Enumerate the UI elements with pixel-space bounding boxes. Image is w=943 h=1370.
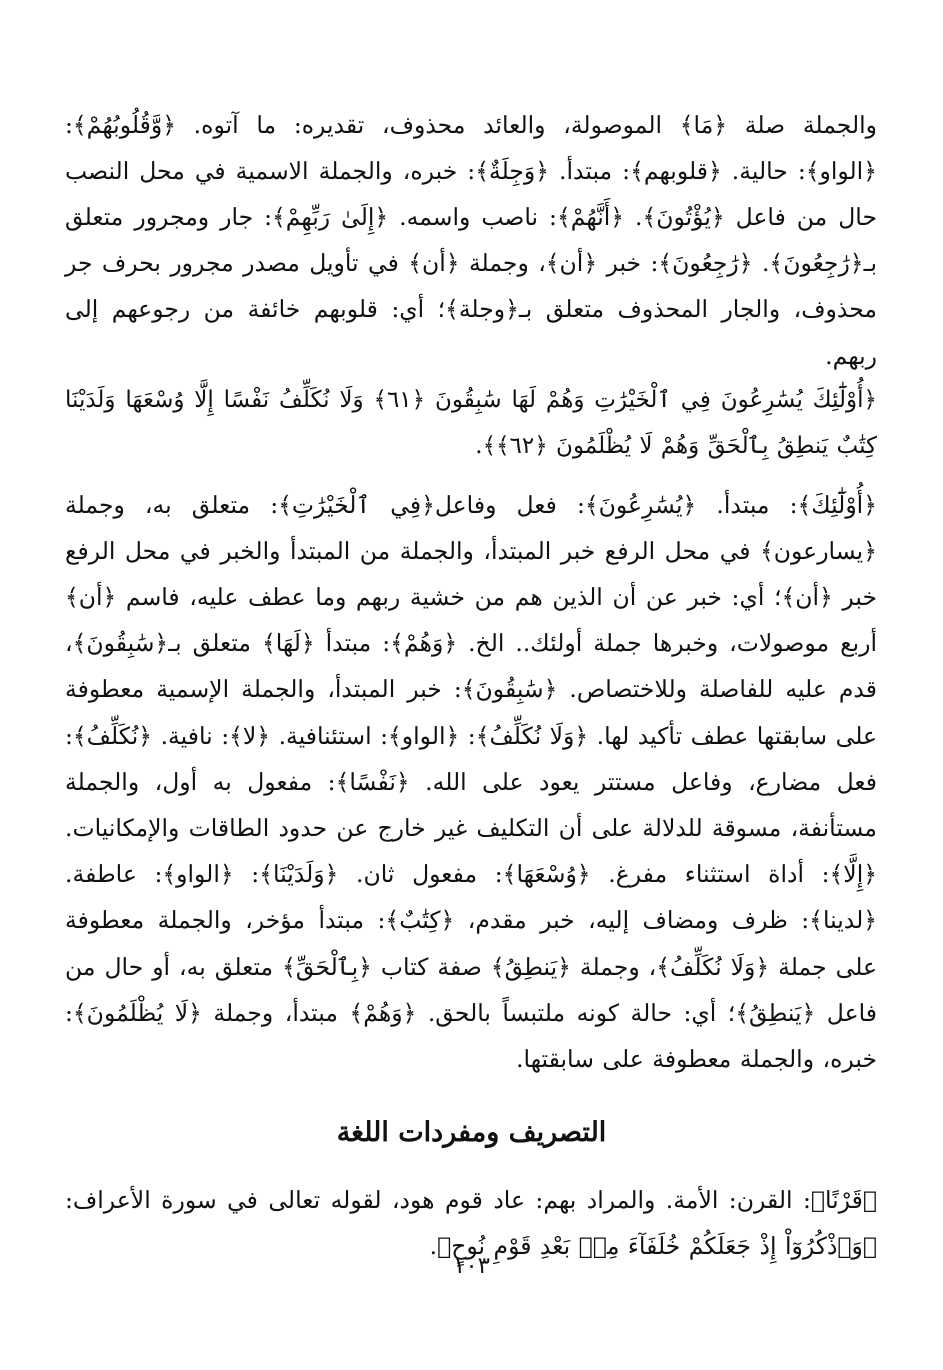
grammar-paragraph: والجملة صلة ﴿مَا﴾ الموصولة، والعائد محذوف، تقديره: ما آتوه. ﴿وَّقُلُوبُهُمْ﴾: ﴿الواو﴾: حالية. ﴿قلوبهم﴾: مبتدأ. ﴿وَجِلَةٌ﴾: خبره، والجملة الاسمية في محل النصب حال من فاعل ﴿يُؤْتُونَ﴾. ﴿أَنَّهُمْ﴾: ناصب واسمه. ﴿إِلَىٰ رَبِّهِمْ﴾: جار ومجرور متعلق بـ﴿رَٰجِعُونَ﴾. ﴿رَٰجِعُونَ﴾: خبر ﴿أن﴾، وجملة ﴿أن﴾ في تأويل مصدر مجرور بحرف جر محذوف، والجار المحذوف متعلق بـ﴿وجلة﴾؛ أي: قلوبهم خائفة من رجوعهم إلى ربهم. [65, 110, 877, 370]
section-heading: التصريف ومفردات اللغة [336, 1117, 607, 1149]
page-number: ١٠٣ [452, 1253, 491, 1279]
quran-verse-paragraph: ﴿أُوْلَٰٓئِكَ يُسَٰرِعُونَ فِي ٱلْخَيْرَٰتِ وَهُمْ لَهَا سَٰبِقُونَ ﴿٦١﴾ وَلَا نُكَلِّفُ نَفْسًا إِلَّا وُسْعَهَا وَلَدَيْنَا كِتَٰبٌ يَنطِقُ بِٱلْحَقِّ وَهُمْ لَا يُظْلَمُونَ ﴿٦٢﴾﴾. [65, 387, 877, 460]
vocabulary-paragraph: ﴿قَرْنًا﴾: القرن: الأمة. والمراد بهم: عاد قوم هود، لقوله تعالى في سورة الأعراف: ﴿وَٱذْكُرُوٓاْ إِذْ جَعَلَكُمْ خُلَفَآءَ مِنۢ بَعْدِ قَوْمِ نُوحٍ﴾. [65, 1185, 877, 1260]
grammar-paragraph: ﴿أُوْلَٰٓئِكَ﴾: مبتدأ. ﴿يُسَٰرِعُونَ﴾: فعل وفاعل﴿فِي ٱلْخَيْرَٰتِ﴾: متعلق به، وجملة ﴿يسارعون﴾ في محل الرفع خبر المبتدأ، والجملة من المبتدأ والخبر في محل الرفع خبر ﴿أن﴾؛ أي: خبر عن أن الذين هم من خشية ربهم وما عطف عليه، فاسم ﴿أن﴾ أربع موصولات، وخبرها جملة أولئك.. الخ. ﴿وَهُمْ﴾: مبتدأ ﴿لَهَا﴾ متعلق بـ﴿سَٰبِقُونَ﴾، قدم عليه للفاصلة وللاختصاص. ﴿سَٰبِقُونَ﴾: خبر المبتدأ، والجملة الإسمية معطوفة على سابقتها عطف تأكيد لها. ﴿وَلَا نُكَلِّفُ﴾: ﴿الواو﴾: استئنافية. ﴿لا﴾: نافية. ﴿نُكَلِّفُ﴾: فعل مضارع، وفاعل مستتر يعود على الله. ﴿نَفْسًا﴾: مفعول به أول، والجملة مستأنفة، مسوقة للدلالة على أن التكليف غير خارج عن حدود الطاقات والإمكانيات. ﴿إِلَّا﴾: أداة استثناء مفرغ. ﴿وُسْعَهَا﴾: مفعول ثان. ﴿وَلَدَيْنَا﴾: ﴿الواو﴾: عاطفة. ﴿لدينا﴾: ظرف ومضاف إليه، خبر مقدم، ﴿كِتَٰبٌ﴾: مبتدأ مؤخر، والجملة معطوفة على جملة ﴿وَلَا نُكَلِّفُ﴾، وجملة ﴿يَنطِقُ﴾ صفة كتاب ﴿بِٱلْحَقِّ﴾ متعلق به، أو حال من فاعل ﴿يَنطِقُ﴾؛ أي: حالة كونه ملتبساً بالحق. ﴿وَهُمْ﴾ مبتدأ، وجملة ﴿لَا يُظْلَمُونَ﴾: خبره، والجملة معطوفة على سابقتها. [65, 490, 878, 1073]
